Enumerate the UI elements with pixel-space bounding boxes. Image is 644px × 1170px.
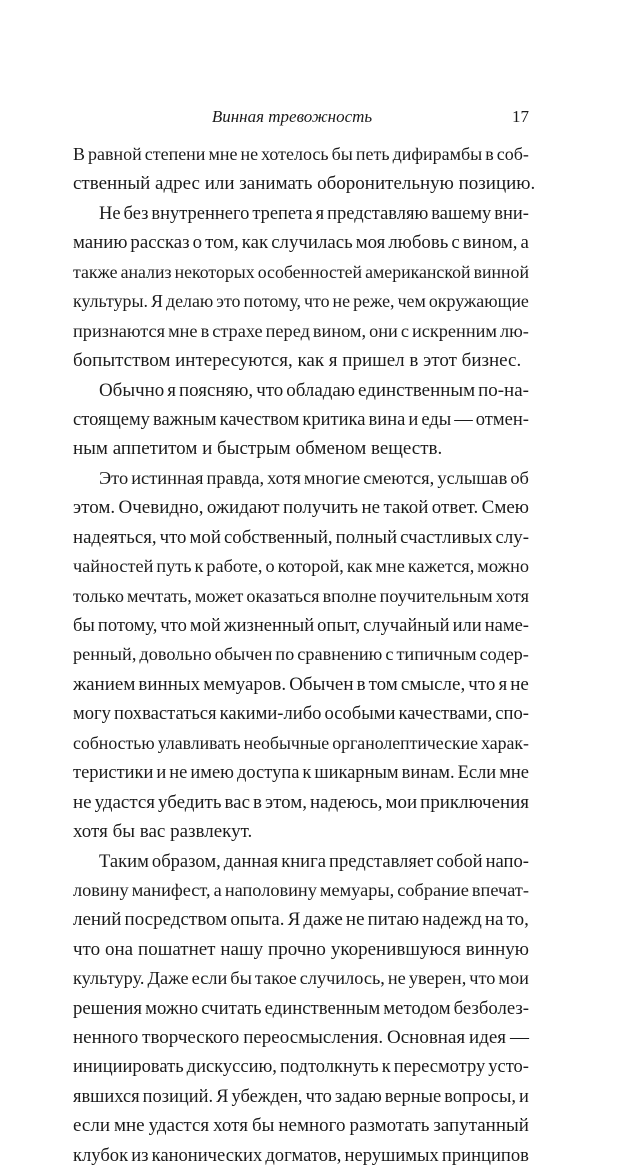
text-line: Не без внутреннего трепета я представляю вашему вни- [99,202,529,223]
text-line: ренный, довольно обычен по сравнению с типичным содер- [73,644,529,665]
text-line: стоящему важным качеством критика вина и еды — отмен- [73,408,529,430]
text-line: могу похвастаться какими-либо особыми качествами, спо- [73,703,529,725]
text-line: Это истинная правда, хотя многие смеются, услышав об [99,467,529,488]
text-line: собностью улавливать необычные органолептические харак- [73,732,529,753]
page-number: 17 [512,107,529,126]
text-line: этом. Очевидно, ожидают получить не такой ответ. Смею [73,497,529,519]
text-line: хотя бы вас развлекут. [73,821,253,843]
text-line: Таким образом, данная книга представляет собой напо- [99,850,529,872]
text-line: ным аппетитом и быстрым обменом веществ. [73,438,443,460]
text-line: надеяться, что мой собственный, полный счастливых слу- [73,526,529,548]
text-line: жанием винных мемуаров. Обычен в том смысле, что я не [73,673,529,695]
running-header [73,106,529,132]
text-line: инициировать дискуссию, подтолкнуть к пересмотру усто- [73,1056,529,1077]
text-line: манию рассказ о том, как случилась моя любовь с вином, а [73,232,529,254]
text-line: В равной степени мне не хотелось бы петь дифирамбы в соб- [73,144,529,164]
text-line: клубок из канонических догматов, нерушимых принципов [73,1144,529,1166]
text-line: бопытством интересуются, как я пришел в этот бизнес. [73,350,522,372]
text-line: чайностей путь к работе, о которой, как мне кажется, можно [73,556,529,577]
text-line: теристики и не имею доступа к шикарным винам. Если мне [73,762,529,783]
text-line: ловину манифест, а наполовину мемуары, собрание впечат- [73,879,529,900]
text-line: решения можно считать единственным методом безболез- [73,997,529,1019]
text-line: лений посредством опыта. Я даже не питаю надежд на то, [73,909,529,931]
text-line: что она пошатнет нашу прочно укоренившуюся винную [73,938,529,960]
body-text [73,140,536,1170]
text-line: ненного творческого переосмысления. Основная идея — [73,1027,529,1049]
text-line: не удастся убедить вас в этом, надеюсь, мои приключения [73,791,529,813]
text-line: также анализ некоторых особенностей американской винной [73,261,529,282]
text-line: ственный адрес или занимать оборонительную позицию. [73,173,536,195]
text-line: явшихся позиций. Я убежден, что задаю верные вопросы, и [73,1086,529,1106]
text-line: бы потому, что мой жизненный опыт, случайный или наме- [73,615,529,636]
text-line: только мечтать, может оказаться вполне поучительным хотя [73,585,529,606]
text-line: если мне удастся хотя бы немного размотать запутанный [73,1115,529,1137]
text-line: культуру. Даже если бы такое случилось, не уверен, что мои [73,968,529,989]
running-title: Винная тревожность [211,107,373,126]
text-line: культуры. Я делаю это потому, что не реже, чем окружающие [73,291,529,312]
text-line: Обычно я поясняю, что обладаю единственным по-на- [99,379,529,401]
text-line: признаются мне в страхе перед вином, они с искренним лю- [73,320,529,341]
